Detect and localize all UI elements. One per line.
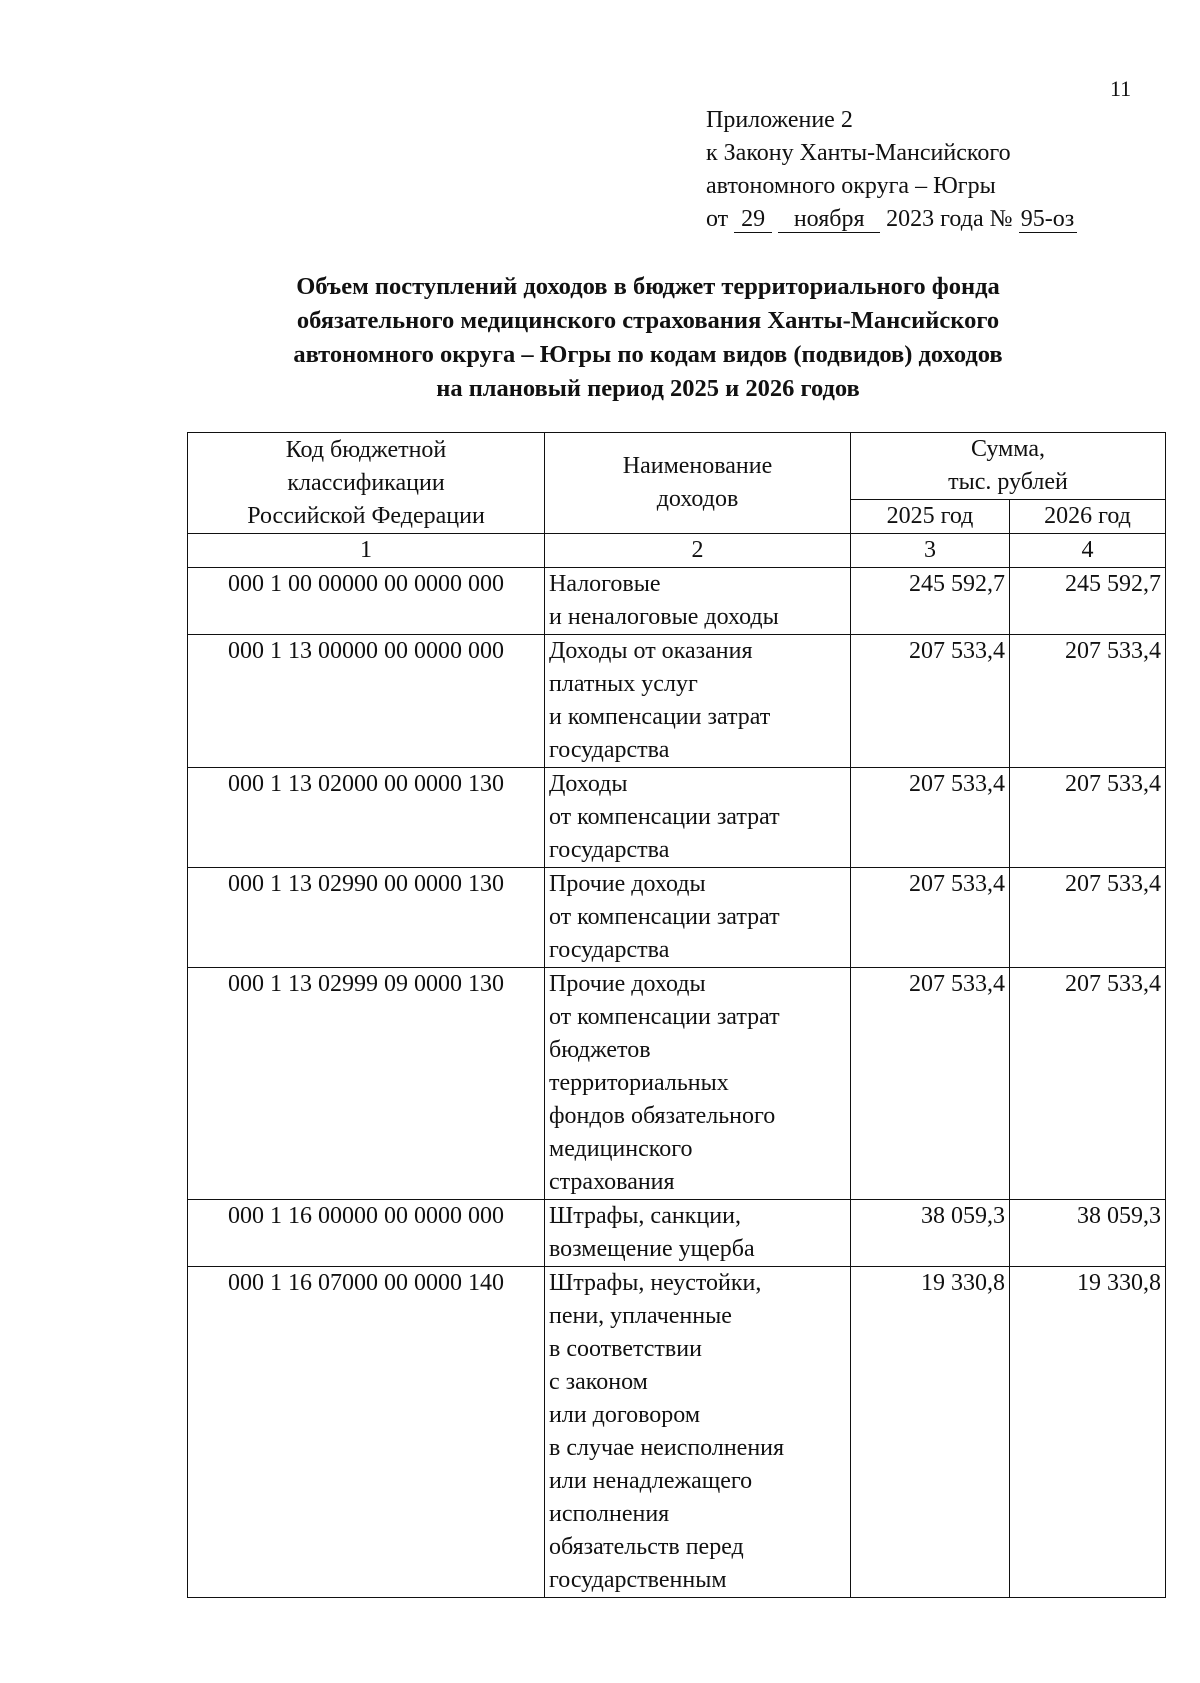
- name-line: Доходы: [549, 771, 628, 797]
- amount-2026-cell: 207 533,4: [1010, 635, 1166, 768]
- name-line: пени, уплаченные: [549, 1303, 732, 1329]
- date-month: ноября: [778, 206, 880, 233]
- name-line: Прочие доходы: [549, 971, 706, 997]
- name-line: обязательств перед: [549, 1534, 744, 1560]
- header-code: [188, 433, 545, 534]
- revenue-name-cell: [545, 1267, 851, 1598]
- revenue-name-cell: [545, 768, 851, 868]
- amount-2025-cell: 245 592,7: [851, 568, 1010, 635]
- header-sum-line-2: тыс. рублей: [948, 469, 1068, 495]
- header-sum: [851, 433, 1166, 500]
- title-line-4: на плановый период 2025 и 2026 годов: [436, 375, 860, 402]
- page-number: 11: [1110, 76, 1132, 101]
- name-line: от компенсации затрат: [549, 804, 780, 830]
- table-row: [188, 1200, 1166, 1267]
- budget-code-cell: 000 1 16 07000 00 0000 140: [188, 1267, 545, 1598]
- amount-2025-cell: 207 533,4: [851, 635, 1010, 768]
- budget-code-cell: 000 1 13 02999 09 0000 130: [188, 968, 545, 1200]
- appendix-date-line: [706, 203, 1077, 236]
- budget-code-cell: 000 1 16 00000 00 0000 000: [188, 1200, 545, 1267]
- table-header: [188, 433, 1166, 568]
- name-line: от компенсации затрат: [549, 904, 780, 930]
- column-number: 3: [851, 534, 1010, 568]
- name-line: бюджетов: [549, 1037, 651, 1063]
- name-line: Доходы от оказания: [549, 638, 753, 664]
- name-line: и неналоговые доходы: [549, 604, 779, 630]
- name-line: платных услуг: [549, 671, 698, 697]
- header-code-line-2: классификации: [287, 469, 445, 496]
- date-day: 29: [734, 206, 772, 233]
- header-sum-line-1: Сумма,: [971, 436, 1045, 462]
- appendix-header: [706, 104, 1077, 236]
- date-prefix: от: [706, 206, 729, 232]
- law-number: 95-оз: [1019, 206, 1077, 233]
- name-line: государства: [549, 737, 670, 763]
- amount-2026-cell: 207 533,4: [1010, 968, 1166, 1200]
- revenue-name-cell: [545, 968, 851, 1200]
- header-year-2025: 2025 год: [851, 500, 1010, 534]
- revenue-name-cell: [545, 1200, 851, 1267]
- amount-2026-cell: 19 330,8: [1010, 1267, 1166, 1598]
- amount-2025-cell: 38 059,3: [851, 1200, 1010, 1267]
- name-line: в соответствии: [549, 1336, 702, 1362]
- amount-2026-cell: 207 533,4: [1010, 868, 1166, 968]
- amount-2026-cell: 38 059,3: [1010, 1200, 1166, 1267]
- title-line-1: Объем поступлений доходов в бюджет территориального фонда: [296, 273, 1000, 300]
- appendix-line-2: к Закону Ханты-Мансийского: [706, 140, 1011, 166]
- header-name: [545, 433, 851, 534]
- name-line: возмещение ущерба: [549, 1236, 755, 1262]
- amount-2025-cell: 207 533,4: [851, 968, 1010, 1200]
- revenue-name-cell: [545, 635, 851, 768]
- name-line: территориальных: [549, 1070, 729, 1096]
- date-year: 2023 года №: [886, 206, 1013, 232]
- budget-code-cell: 000 1 13 00000 00 0000 000: [188, 635, 545, 768]
- title-line-3: автономного округа – Югры по кодам видов (подвидов) доходов: [293, 341, 1003, 368]
- table-body: [188, 568, 1166, 1598]
- column-number: 2: [545, 534, 851, 568]
- table-row: [188, 1267, 1166, 1598]
- column-number: 1: [188, 534, 545, 568]
- table-row: [188, 635, 1166, 768]
- header-name-line-2: доходов: [656, 486, 739, 512]
- budget-code-cell: 000 1 13 02000 00 0000 130: [188, 768, 545, 868]
- name-line: Налоговые: [549, 571, 661, 597]
- name-line: или договором: [549, 1402, 701, 1428]
- name-line: с законом: [549, 1369, 648, 1395]
- header-year-2026: 2026 год: [1010, 500, 1166, 534]
- header-code-line-1: Код бюджетной: [285, 436, 447, 463]
- table-row: [188, 968, 1166, 1200]
- budget-code-cell: 000 1 13 02990 00 0000 130: [188, 868, 545, 968]
- name-line: государства: [549, 837, 670, 863]
- amount-2025-cell: 207 533,4: [851, 868, 1010, 968]
- name-line: и компенсации затрат: [549, 704, 771, 730]
- appendix-line-1: Приложение 2: [706, 107, 853, 133]
- name-line: государственным: [549, 1567, 727, 1593]
- amount-2025-cell: 19 330,8: [851, 1267, 1010, 1598]
- name-line: Штрафы, неустойки,: [549, 1270, 762, 1296]
- header-name-line-1: Наименование: [622, 453, 773, 479]
- name-line: фондов обязательного: [549, 1103, 776, 1129]
- name-line: медицинского: [549, 1136, 693, 1162]
- amount-2026-cell: 207 533,4: [1010, 768, 1166, 868]
- name-line: или ненадлежащего: [549, 1468, 753, 1494]
- column-number-row: [188, 534, 1166, 568]
- name-line: государства: [549, 937, 670, 963]
- name-line: от компенсации затрат: [549, 1004, 780, 1030]
- document-title: [188, 270, 1108, 406]
- revenue-name-cell: [545, 868, 851, 968]
- name-line: Прочие доходы: [549, 871, 706, 897]
- amount-2026-cell: 245 592,7: [1010, 568, 1166, 635]
- table-row: [188, 568, 1166, 635]
- table-row: [188, 868, 1166, 968]
- column-number: 4: [1010, 534, 1166, 568]
- table-row: [188, 768, 1166, 868]
- name-line: исполнения: [549, 1501, 670, 1527]
- appendix-line-3: автономного округа – Югры: [706, 173, 996, 199]
- amount-2025-cell: 207 533,4: [851, 768, 1010, 868]
- header-code-line-3: Российской Федерации: [247, 502, 485, 529]
- title-line-2: обязательного медицинского страхования Ханты-Мансийского: [296, 307, 1000, 334]
- name-line: в случае неисполнения: [549, 1435, 785, 1461]
- name-line: страхования: [549, 1169, 675, 1195]
- name-line: Штрафы, санкции,: [549, 1203, 741, 1229]
- revenue-table: [187, 432, 1166, 1598]
- revenue-name-cell: [545, 568, 851, 635]
- budget-code-cell: 000 1 00 00000 00 0000 000: [188, 568, 545, 635]
